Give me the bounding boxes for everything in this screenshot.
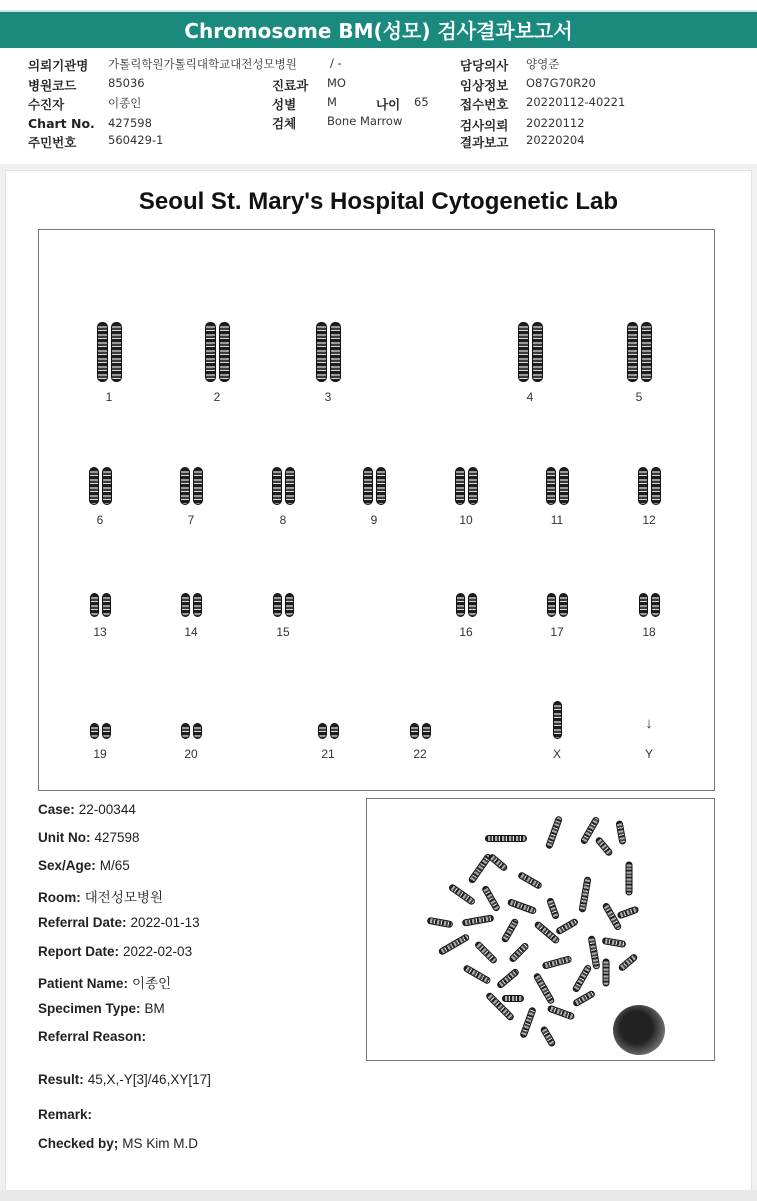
metaphase-chromosome <box>519 1006 537 1038</box>
label-sex: 성별 <box>272 97 297 112</box>
field-patient-name: Patient Name: 이종인 <box>38 976 172 991</box>
metaphase-chromosome <box>626 862 633 896</box>
label-request: 검사의뢰 <box>460 118 509 133</box>
chromosome <box>219 322 230 382</box>
metaphase-chromosome <box>474 940 499 965</box>
field-referral-reason: Referral Reason: <box>38 1029 147 1044</box>
chromosome-label: 4 <box>526 390 534 404</box>
chromosome-label: 15 <box>276 625 290 639</box>
chromosome <box>89 467 99 505</box>
chromosome-pair-20 <box>181 723 202 739</box>
chromosome <box>455 467 465 505</box>
chromosome-label: 5 <box>635 390 643 404</box>
value-doctor: 양영준 <box>526 57 560 71</box>
chromosome-label: 19 <box>93 747 107 761</box>
metaphase-chromosome <box>487 853 508 873</box>
value-patient: 이종인 <box>108 96 142 110</box>
chromosome-pair-10 <box>455 467 478 505</box>
chromosome-pair-18 <box>639 593 660 617</box>
chromosome <box>559 467 569 505</box>
metaphase-chromosome <box>547 1004 576 1020</box>
chromosome <box>532 322 543 382</box>
chromosome-label: 11 <box>550 513 564 527</box>
metaphase-chromosome <box>603 959 610 987</box>
chromosome <box>273 593 282 617</box>
value-clinical: O87G70R20 <box>526 76 596 90</box>
field-unit-no: Unit No: 427598 <box>38 830 140 845</box>
metaphase-chromosome <box>502 995 524 1002</box>
value-age: 65 <box>414 95 429 109</box>
value-department: MO <box>327 76 346 90</box>
value-specimen: Bone Marrow <box>327 114 403 128</box>
chromosome-label: 10 <box>459 513 473 527</box>
chromosome <box>272 467 282 505</box>
interphase-nucleus <box>613 1005 665 1055</box>
metaphase-chromosome <box>616 905 639 919</box>
chromosome-label: 12 <box>642 513 656 527</box>
chromosome <box>638 467 648 505</box>
chromosome-pair-19 <box>90 723 111 739</box>
metaphase-chromosome <box>555 917 579 935</box>
value-receipt: 20220112-40221 <box>526 95 626 109</box>
chromosome <box>181 593 190 617</box>
chromosome-pair-2 <box>205 322 230 382</box>
metaphase-image <box>366 798 715 1061</box>
chromosome-pair-21 <box>318 723 339 739</box>
chromosome <box>627 322 638 382</box>
bottom-bar <box>0 1190 757 1201</box>
value-report: 20220204 <box>526 133 585 147</box>
field-referral-date: Referral Date: 2022-01-13 <box>38 915 200 930</box>
chromosome-pair-16 <box>456 593 477 617</box>
metaphase-chromosome <box>507 898 538 915</box>
chromosome-pair-x <box>553 701 562 739</box>
field-case: Case: 22-00344 <box>38 802 136 817</box>
chromosome <box>330 322 341 382</box>
chromosome <box>518 322 529 382</box>
chromosome-label: 2 <box>213 390 221 404</box>
chromosome-pair-4 <box>518 322 543 382</box>
y-missing-marker: ↓ <box>645 715 653 732</box>
chromosome-pair-6 <box>89 467 112 505</box>
label-report: 결과보고 <box>460 135 509 150</box>
chromosome <box>285 593 294 617</box>
chromosome <box>285 467 295 505</box>
chromosome-pair-5 <box>627 322 652 382</box>
metaphase-chromosome <box>462 964 491 985</box>
metaphase-chromosome <box>517 871 543 890</box>
chromosome-pair-7 <box>180 467 203 505</box>
chromosome-pair-1 <box>97 322 122 382</box>
metaphase-chromosome <box>448 883 477 906</box>
label-age: 나이 <box>376 97 401 112</box>
chromosome-pair-15 <box>273 593 294 617</box>
chromosome <box>102 723 111 739</box>
chromosome-label: 6 <box>96 513 104 527</box>
value-request: 20220112 <box>526 116 585 130</box>
field-checked-by: Checked by; MS Kim M.D <box>38 1136 199 1151</box>
chromosome <box>318 723 327 739</box>
label-receipt: 접수번호 <box>460 97 509 112</box>
metaphase-chromosome <box>578 876 591 913</box>
label-patient: 수진자 <box>28 97 65 112</box>
chromosome-label: X <box>552 747 561 761</box>
field-sex-age: Sex/Age: M/65 <box>38 858 130 873</box>
chromosome <box>193 467 203 505</box>
metaphase-chromosome <box>481 885 501 913</box>
metaphase-chromosome <box>571 964 592 993</box>
report-title: Chromosome BM(성모) 검사결과보고서 <box>0 10 757 48</box>
chromosome-pair-3 <box>316 322 341 382</box>
chromosome-label: 7 <box>187 513 195 527</box>
field-result: Result: 45,X,-Y[3]/46,XY[17] <box>38 1072 211 1087</box>
chromosome-label: 14 <box>184 625 198 639</box>
value-resident-no: 560429-1 <box>108 133 164 147</box>
chromosome-label: 16 <box>459 625 473 639</box>
chromosome-label: 3 <box>324 390 332 404</box>
metaphase-chromosome <box>594 836 614 857</box>
metaphase-chromosome <box>617 953 638 973</box>
label-hospital-code: 병원코드 <box>28 78 77 93</box>
metaphase-chromosome <box>485 835 527 842</box>
chromosome <box>111 322 122 382</box>
metaphase-chromosome <box>496 967 520 989</box>
label-institution: 의뢰기관명 <box>28 58 89 73</box>
chromosome <box>193 723 202 739</box>
chromosome <box>180 467 190 505</box>
chromosome <box>639 593 648 617</box>
metaphase-chromosome <box>438 933 471 956</box>
chromosome <box>546 467 556 505</box>
chromosome-label: 22 <box>413 747 427 761</box>
lab-title: Seoul St. Mary's Hospital Cytogenetic Lab <box>138 188 619 215</box>
metaphase-chromosome <box>545 815 563 849</box>
chromosome-label: Y <box>644 747 653 761</box>
chromosome-pair-11 <box>546 467 569 505</box>
metaphase-chromosome <box>532 972 555 1005</box>
metaphase-chromosome <box>542 955 573 970</box>
value-institution: 가톨릭학원가톨릭대학교대전성모병원 <box>108 57 297 71</box>
chromosome-pair-9 <box>363 467 386 505</box>
chromosome <box>102 593 111 617</box>
metaphase-chromosome <box>500 917 519 943</box>
chromosome-label: 17 <box>550 625 564 639</box>
label-specimen: 검체 <box>272 116 297 131</box>
metaphase-chromosome <box>462 914 495 926</box>
chromosome <box>553 701 562 739</box>
value-sex: M <box>327 95 337 109</box>
chromosome-label: 18 <box>642 625 656 639</box>
label-doctor: 담당의사 <box>460 58 509 73</box>
chromosome-pair-13 <box>90 593 111 617</box>
metaphase-chromosome <box>602 937 627 948</box>
chromosome <box>468 593 477 617</box>
chromosome <box>181 723 190 739</box>
chromosome <box>316 322 327 382</box>
value-chart-no: 427598 <box>108 116 152 130</box>
chromosome-label: 13 <box>93 625 107 639</box>
chromosome <box>422 723 431 739</box>
metaphase-chromosome <box>427 917 454 928</box>
metaphase-chromosome <box>615 820 626 845</box>
chromosome-pair-14 <box>181 593 202 617</box>
chromosome-label: 21 <box>321 747 335 761</box>
label-clinical: 임상정보 <box>460 78 509 93</box>
chromosome <box>205 322 216 382</box>
chromosome <box>641 322 652 382</box>
label-resident-no: 주민번호 <box>28 135 77 150</box>
metaphase-chromosome <box>546 897 560 920</box>
chromosome-label: 1 <box>105 390 113 404</box>
chromosome <box>468 467 478 505</box>
field-room: Room: 대전성모병원 <box>38 890 163 905</box>
metaphase-chromosome <box>539 1025 556 1048</box>
field-remark: Remark: <box>38 1107 93 1122</box>
chromosome-pair-12 <box>638 467 661 505</box>
chromosome <box>193 593 202 617</box>
chromosome <box>547 593 556 617</box>
value-hospital-code: 85036 <box>108 76 145 90</box>
chromosome <box>90 723 99 739</box>
chromosome <box>97 322 108 382</box>
label-chart-no: Chart No. <box>28 116 95 131</box>
chromosome-label: 8 <box>279 513 287 527</box>
chromosome <box>376 467 386 505</box>
value-dept-slash: / - <box>330 56 342 70</box>
chromosome-label: 20 <box>184 747 198 761</box>
label-department: 진료과 <box>272 78 309 93</box>
chromosome <box>330 723 339 739</box>
chromosome <box>651 593 660 617</box>
chromosome-pair-17 <box>547 593 568 617</box>
field-report-date: Report Date: 2022-02-03 <box>38 944 193 959</box>
field-specimen-type: Specimen Type: BM <box>38 1001 165 1016</box>
chromosome <box>456 593 465 617</box>
chromosome-pair-22 <box>410 723 431 739</box>
chromosome <box>102 467 112 505</box>
chromosome <box>651 467 661 505</box>
chromosome <box>410 723 419 739</box>
chromosome <box>90 593 99 617</box>
karyotype-panel <box>38 229 715 791</box>
chromosome <box>559 593 568 617</box>
metaphase-chromosome <box>508 942 530 964</box>
chromosome-pair-8 <box>272 467 295 505</box>
chromosome-label: 9 <box>370 513 378 527</box>
chromosome <box>363 467 373 505</box>
